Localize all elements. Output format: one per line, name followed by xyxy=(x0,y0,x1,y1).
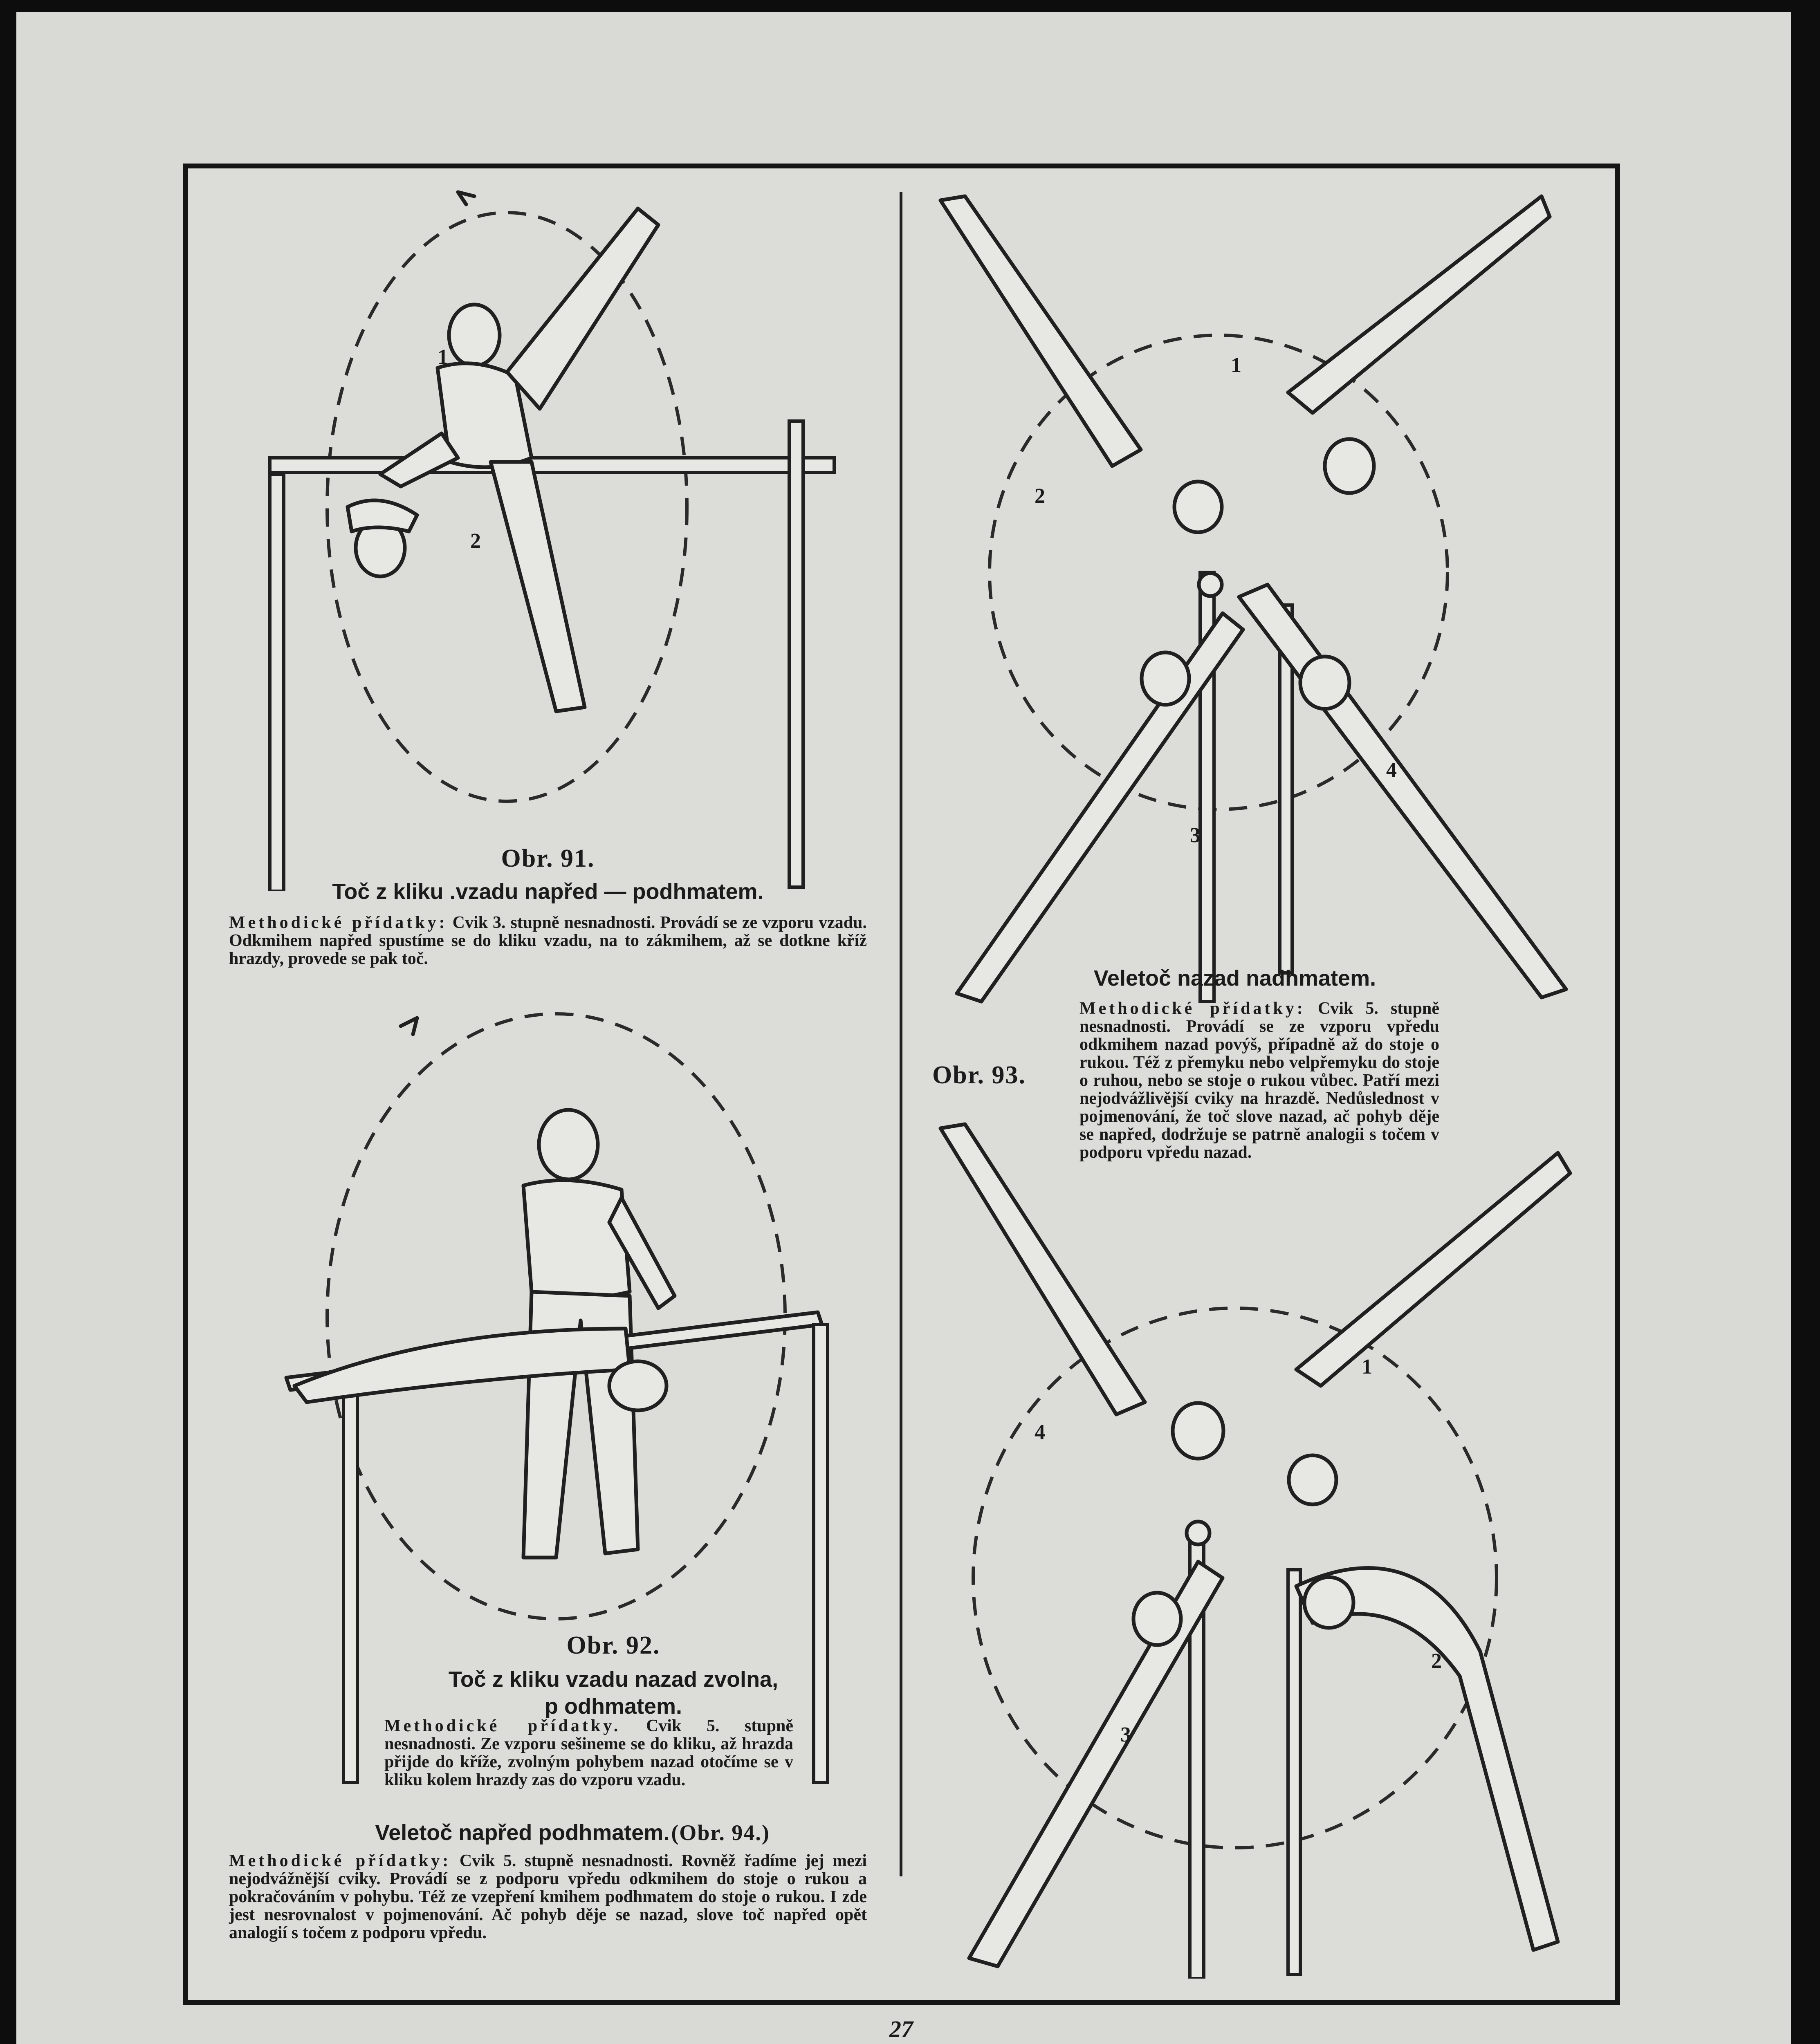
gymnast-legs-down xyxy=(491,462,585,711)
figure-91-body: Cvik 3. stupně nesnadnosti. Provádí se ze vzporu vzadu. Odkmihem napřed spustíme se do kliku vzadu, na to zákmihem, až se dotkne kříž hrazdy, provede se pak toč. xyxy=(229,913,867,968)
gymnast-4-legs xyxy=(940,1124,1145,1414)
figure-92-caption xyxy=(368,1631,859,1720)
gymnast-4-head xyxy=(1300,657,1349,709)
marker-2: 2 xyxy=(1431,1650,1442,1673)
figure-93-body: Cvik 5. stupně nesnadnosti. Provádí se ze vzporu vpředu odkmihem nazad povýš, případně až do stoje o rukou. Též z přemyku nebo velpřemyku do stoje o ruhou, nebo se stoje o rukou vůbec. Patří mezi nejodvážlivější cviky na hrazdě. Nedůslednost v pojmenování, že toč slove nazad, ač pohyb děje se napřed, dodržuje se patrně analogii s točem v podporu vpředu nazad. xyxy=(1079,999,1439,1162)
direction-arrow-icon xyxy=(458,192,474,204)
figure-93-lead: Methodické přídatky: xyxy=(1079,999,1306,1018)
gymnast-1-legs xyxy=(1296,1153,1570,1386)
figure-93-label-block xyxy=(932,1061,1047,1090)
gymnast-2-body xyxy=(348,500,417,531)
figure-94-illustration xyxy=(928,1120,1582,1979)
figure-91-label: Obr. 91. xyxy=(501,845,595,872)
gymnast-2-head xyxy=(1304,1577,1353,1628)
figure-91-lead: Methodické přídatky: xyxy=(229,913,448,932)
figure-92-label: Obr. 92. xyxy=(566,1632,660,1659)
figure-93-title-block xyxy=(1071,965,1398,992)
figure-94-text xyxy=(229,1852,867,1942)
marker-1: 1 xyxy=(1362,1355,1372,1378)
rotation-path xyxy=(973,1308,1497,1848)
direction-arrow-icon xyxy=(401,1018,417,1034)
gymnast-1-head xyxy=(1325,439,1374,493)
figure-94-caption xyxy=(286,1819,859,1846)
marker-3: 3 xyxy=(1120,1723,1131,1746)
marker-1: 1 xyxy=(1231,354,1241,377)
marker-2: 2 xyxy=(470,529,481,553)
figure-94-ref: (Obr. 94.) xyxy=(671,1820,770,1845)
figure-91-caption xyxy=(229,844,867,905)
figure-91-text xyxy=(229,914,867,968)
bar-upright-back xyxy=(1288,1570,1300,1975)
marker-4: 4 xyxy=(1386,758,1397,782)
figure-93-title: Veletoč nazad nadhmatem. xyxy=(1093,966,1376,991)
figure-92-text xyxy=(384,1717,793,1789)
figure-92-body: Cvik 5. stupně nesnadnosti. Ze vzporu sešineme se do kliku, až hrazda přijde do kříže, zvolným pohybem nazad otočíme se v kliku kolem hrazdy zas do vzporu vzadu. xyxy=(384,1717,794,1789)
figure-94-title: Veletoč napřed podhmatem. xyxy=(375,1820,670,1845)
gymnast-head xyxy=(539,1110,598,1179)
bar-upright-left xyxy=(343,1390,357,1782)
page-number: 27 xyxy=(889,2016,913,2042)
marker-4: 4 xyxy=(1035,1421,1045,1444)
gymnast-head xyxy=(449,305,500,366)
gymnast-1-head xyxy=(1289,1455,1336,1504)
bar-upright-right xyxy=(789,421,803,887)
gymnast-horizontal-head xyxy=(609,1361,667,1410)
gymnast-3-head xyxy=(1142,652,1189,705)
marker-2: 2 xyxy=(1035,484,1045,508)
figure-94-body: Cvik 5. stupně nesnadnosti. Rovněž řadíme jej mezi nejodvážnější cviky. Provádí se z podporu vpředu odkmihem do stoje o rukou a pokračováním v pohybu. Též ze vzepření kmihem podhmatem do stoje o rukou. I zde jest nesrovnalost v pojmenování. Ač pohyb děje se nazad, slove toč napřed opět analogií s točem z podporu vpředu. xyxy=(229,1851,867,1942)
gymnast-3-legs xyxy=(969,1562,1223,1966)
figure-91-illustration xyxy=(245,180,838,891)
bar-upright-left xyxy=(270,474,284,891)
gymnast-4-head xyxy=(1173,1403,1223,1459)
bar-end xyxy=(1187,1522,1210,1544)
gymnast-horizontal-body xyxy=(294,1329,630,1402)
gymnast-1-legs xyxy=(1288,196,1550,413)
marker-1: 1 xyxy=(438,345,448,369)
gymnast-3-head xyxy=(1133,1593,1181,1645)
figure-93-label: Obr. 93. xyxy=(932,1061,1026,1089)
figure-92-title-line1: Toč z kliku vzadu nazad zvolna, xyxy=(448,1667,779,1692)
gymnast-torso xyxy=(523,1180,630,1298)
gymnast-legs-up xyxy=(507,208,658,409)
horizontal-bar xyxy=(270,458,834,473)
bar-end xyxy=(1199,573,1222,596)
figure-91-title: Toč z kliku .vzadu napřed — podhmatem. xyxy=(332,879,764,904)
column-divider xyxy=(900,192,902,1876)
figure-94-lead: Methodické přídatky: xyxy=(229,1851,451,1870)
figure-92-title-line2: p odhmatem. xyxy=(544,1694,682,1719)
gymnast-2-head xyxy=(1174,482,1222,532)
marker-3: 3 xyxy=(1190,824,1201,847)
figure-93-illustration xyxy=(928,180,1582,1006)
figure-92-lead: Methodické přídatky. xyxy=(384,1717,621,1735)
